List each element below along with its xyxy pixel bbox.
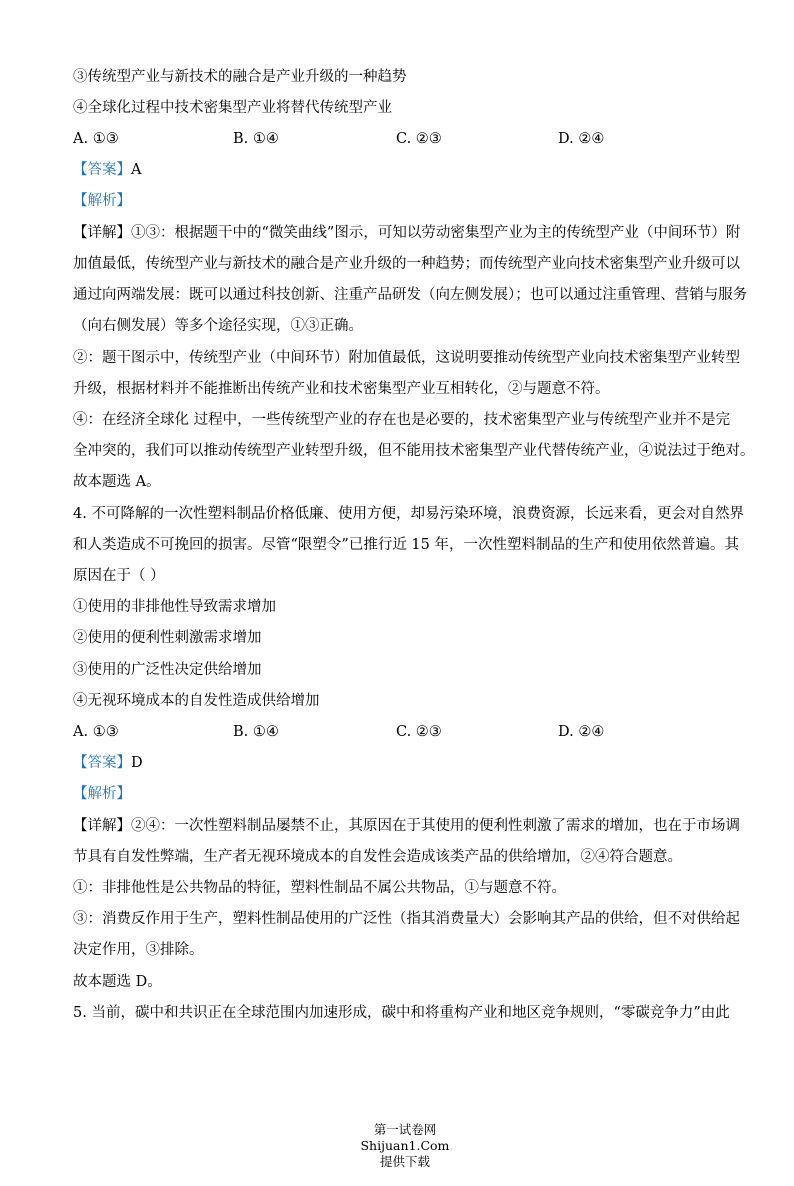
q3-analysis-tag: 【解析】 [73, 193, 131, 209]
answer-tag: 【答案】 [73, 162, 131, 178]
q4-conclusion: 故本题选 D。 [73, 974, 162, 990]
detail-text: ①③：根据题干中的“微笑曲线”图示，可知以劳动密集型产业为主的传统型产业（中间环节）附 [131, 225, 741, 241]
q4-option-b: B. ①④ [233, 724, 279, 740]
q4-detail-line-2: 节具有自发性弊端，生产者无视环境成本的自发性会造成该类产品的供给增加，②④符合题意。 [73, 849, 682, 865]
q3-detail-line-8: 全冲突的，我们可以推动传统型产业转型升级，但不能用技术密集型产业代替传统产业，④说法过于绝对。 [73, 443, 755, 459]
q5-stem: 5. 当前，碳中和共识正在全球范围内加速形成，碳中和将重构产业和地区竞争规则，“零碳竞争力”由此 [73, 1005, 730, 1021]
q3-detail-line-5: ②：题干图示中，传统型产业（中间环节）附加值最低，这说明要推动传统型产业向技术密集型产业转型 [73, 350, 740, 366]
q4-statement-3: ③使用的广泛性决定供给增加 [73, 662, 262, 678]
q4-answer [73, 753, 723, 773]
q3-statement-4: ④全球化过程中技术密集型产业将替代传统型产业 [73, 100, 392, 116]
footer-site-name: 第一试卷网 [373, 1122, 437, 1137]
q3-detail-line-6: 升级，根据材料并不能推断出传统产业和技术密集型产业互相转化，②与题意不符。 [73, 381, 610, 397]
q3-detail-line-1 [73, 223, 741, 243]
q3-option-a: A. ①③ [73, 131, 119, 147]
page-footer [0, 1106, 794, 1186]
q3-detail-line-4: （向右侧发展）等多个途径实现，①③正确。 [73, 318, 363, 334]
q3-detail-line-7: ④：在经济全球化 过程中，一些传统型产业的存在也是必要的，技术密集型产业与传统型产业并不是完 [73, 412, 731, 428]
q4-option-c: C. ②③ [396, 724, 442, 740]
q3-answer [73, 160, 723, 180]
q4-detail-line-1 [73, 816, 740, 836]
q4-detail-line-3: ①：非排他性是公共物品的特征，塑料性制品不属公共物品，①与题意不符。 [73, 880, 566, 896]
q4-detail-line-4: ③：消费反作用于生产，塑料性制品使用的广泛性（指其消费量大）会影响其产品的供给，但不对供给起 [73, 911, 740, 927]
q3-option-d: D. ②④ [558, 131, 605, 147]
footer-slogan: 提供下载 [379, 1154, 430, 1169]
q3-option-b: B. ①④ [233, 131, 279, 147]
answer-value: A [131, 162, 142, 178]
q4-statement-2: ②使用的便利性刺激需求增加 [73, 630, 262, 646]
answer-tag: 【答案】 [73, 755, 131, 771]
footer-site-url: Shijuan1.Com [360, 1138, 450, 1153]
q3-detail-line-2: 加值最低，传统型产业与新技术的融合是产业升级的一种趋势；而传统型产业向技术密集型产业升级可以 [73, 256, 740, 272]
q4-detail-line-5: 决定作用，③排除。 [73, 942, 204, 958]
q4-option-a: A. ①③ [73, 724, 119, 740]
q4-analysis-tag: 【解析】 [73, 786, 131, 802]
q4-stem-line-3: 原因在于（ ） [73, 568, 165, 584]
q4-option-d: D. ②④ [558, 724, 605, 740]
q4-statement-1: ①使用的非排他性导致需求增加 [73, 599, 276, 615]
detail-text: ②④：一次性塑料制品屡禁不止，其原因在于其使用的便利性刺激了需求的增加，也在于市场调 [131, 818, 740, 834]
q3-statement-3: ③传统型产业与新技术的融合是产业升级的一种趋势 [73, 69, 407, 85]
q3-option-c: C. ②③ [396, 131, 442, 147]
q3-detail-line-3: 通过向两端发展：既可以通过科技创新、注重产品研发（向左侧发展）；也可以通过注重管理、营销与服务 [73, 287, 748, 303]
detail-tag: 【详解】 [73, 225, 131, 241]
q4-stem-line-2: 和人类造成不可挽回的损害。尽管“限塑令”已推行近 15 年，一次性塑料制品的生产和使用依然普遍。其 [73, 537, 739, 553]
q4-stem-line-1: 4. 不可降解的一次性塑料制品价格低廉、使用方便，却易污染环境，浪费资源，长远来看，更会对自然界 [73, 506, 744, 522]
answer-value: D [131, 755, 143, 771]
detail-tag: 【详解】 [73, 818, 131, 834]
q4-statement-4: ④无视环境成本的自发性造成供给增加 [73, 693, 320, 709]
q3-conclusion: 故本题选 A。 [73, 474, 161, 490]
